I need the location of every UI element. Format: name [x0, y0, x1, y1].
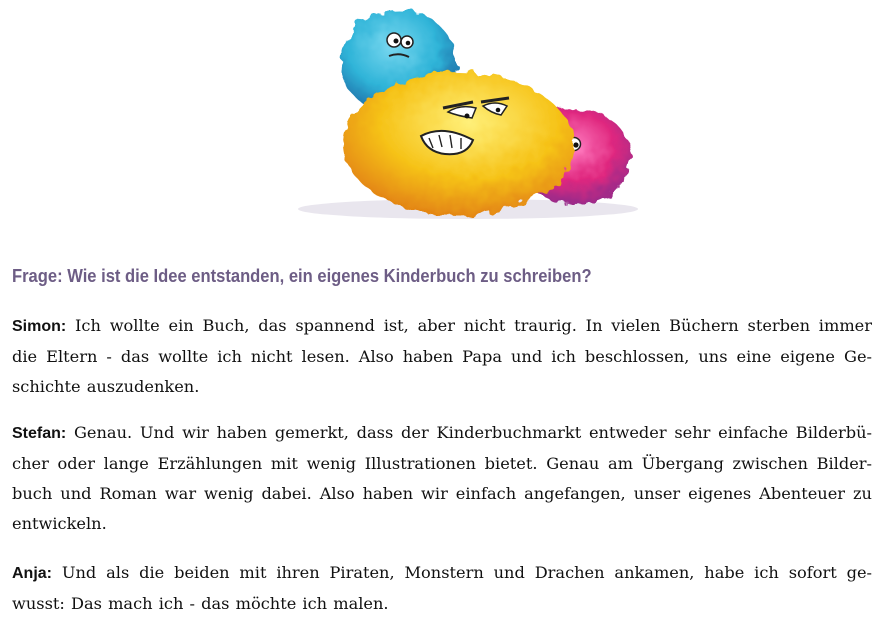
answer-line: die Eltern - das wollte ich nicht lesen. Also haben Papa und ich beschlossen, uns eine eigene Ge-	[12, 347, 872, 366]
yellow-monster-icon	[343, 72, 573, 216]
answer-simon	[12, 311, 872, 402]
answer-stefan	[12, 418, 872, 539]
fuzzy-monsters-illustration-icon	[243, 4, 688, 222]
answer-line: entwickeln.	[12, 514, 107, 533]
answer-line: wusst: Das mach ich - das möchte ich malen.	[12, 594, 389, 613]
answer-text: Ich wollte ein Buch, das spannend ist, aber nicht traurig. In vielen Büchern sterben immer	[75, 316, 872, 335]
answer-text: Genau. Und wir haben gemerkt, dass der Kinderbuchmarkt entweder sehr einfache Bilderbü-	[74, 423, 872, 442]
speaker-label: Simon:	[12, 318, 67, 335]
interview-question: Frage: Wie ist die Idee entstanden, ein eigenes Kinderbuch zu schreiben?	[12, 266, 592, 286]
speaker-label: Stefan:	[12, 425, 67, 442]
answer-text: Und als die beiden mit ihren Piraten, Monstern und Drachen ankamen, habe ich sofort ge-	[61, 563, 872, 582]
monsters-illustration	[243, 4, 688, 222]
answer-line	[12, 558, 872, 589]
answer-line: buch und Roman war wenig dabei. Also haben wir einfach angefangen, unser eigenes Abenteuer zu	[12, 484, 872, 503]
answer-anja	[12, 558, 872, 619]
answer-line	[12, 311, 872, 342]
speaker-label: Anja:	[12, 565, 52, 582]
answer-line: cher oder lange Erzählungen mit wenig Illustrationen bietet. Genau am Übergang zwischen Bilder-	[12, 454, 872, 473]
answer-line	[12, 418, 872, 449]
answer-line: schichte auszudenken.	[12, 377, 200, 396]
